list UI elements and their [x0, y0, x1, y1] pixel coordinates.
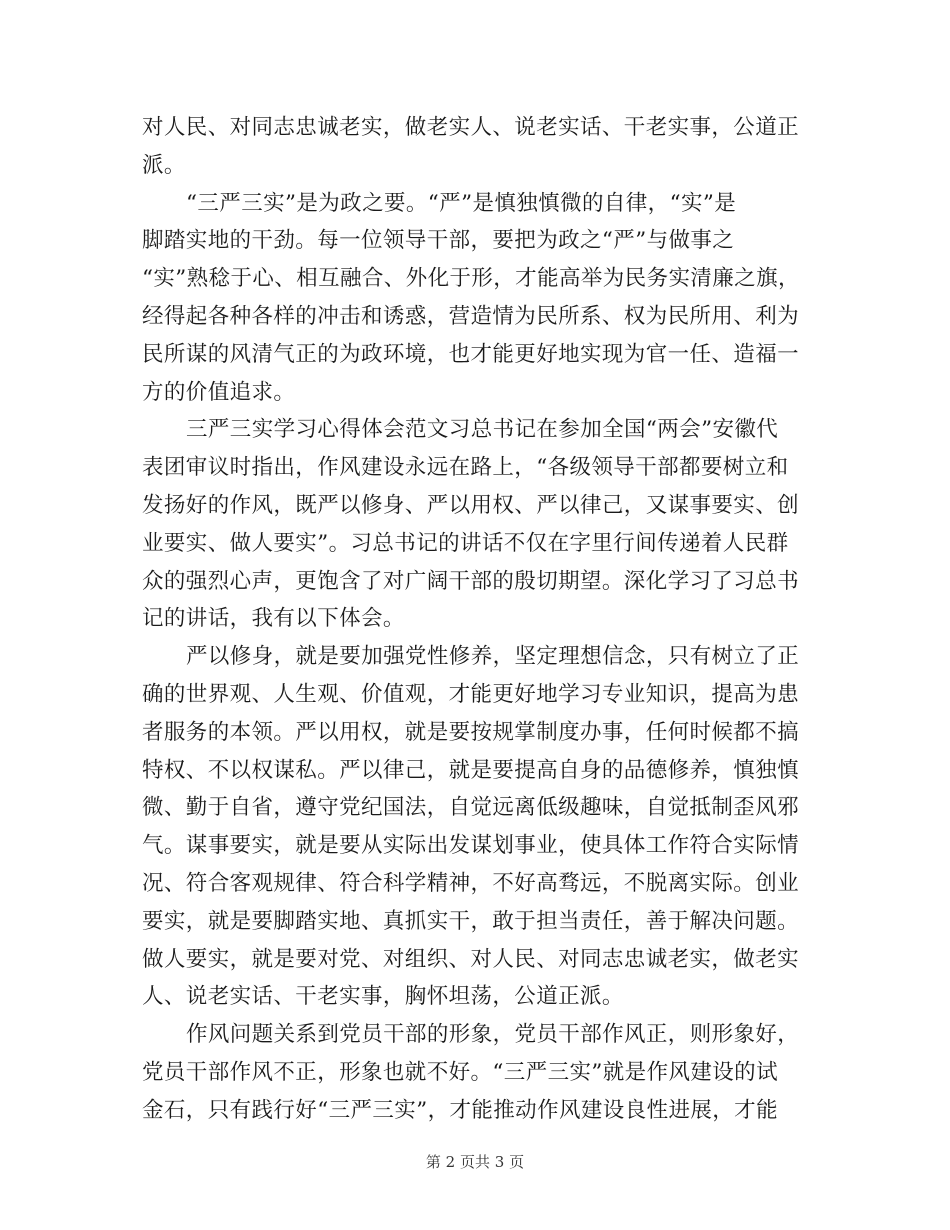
document-body [142, 109, 807, 1130]
text-line: 民所谋的风清气正的为政环境，也才能更好地实现为官一任、造福一 [142, 341, 800, 367]
text-line: 业要实、做人要实”。习总书记的讲话不仅在字里行间传递着人民群 [142, 530, 789, 556]
text-line: 况、符合客观规律、符合科学精神，不好高骛远，不脱离实际。创业 [142, 870, 800, 896]
text-line: 发扬好的作风，既严以修身、严以用权、严以律己，又谋事要实、创 [142, 492, 800, 518]
text-line: 人、说老实话、干老实事，胸怀坦荡，公道正派。 [142, 984, 624, 1010]
text-line: 经得起各种各样的冲击和诱惑，营造情为民所系、权为民所用、利为 [142, 303, 800, 329]
paragraph [142, 638, 807, 1016]
text-line: 表团审议时指出，作风建设永远在路上，“各级领导干部都要树立和 [142, 455, 789, 481]
page-number-footer: 第 2 页共 3 页 [425, 1153, 525, 1171]
paragraph [142, 109, 807, 185]
text-line: “实”熟稔于心、相互融合、外化于形，才能高举为民务实清廉之旗， [142, 266, 800, 292]
text-line: 微、勤于自省，遵守党纪国法，自觉远离低级趣味，自觉抵制歪风邪 [142, 795, 800, 821]
paragraph [142, 1016, 807, 1129]
text-line: 严以修身，就是要加强党性修养，坚定理想信念，只有树立了正 [186, 644, 800, 670]
text-line: 作风问题关系到党员干部的形象，党员干部作风正，则形象好， [186, 1022, 800, 1048]
text-line: 气。谋事要实，就是要从实际出发谋划事业，使具体工作符合实际情 [142, 833, 800, 859]
paragraph [142, 185, 807, 412]
text-line: 党员干部作风不正，形象也就不好。“三严三实”就是作风建设的试 [142, 1059, 778, 1085]
text-line: 记的讲话，我有以下体会。 [142, 606, 405, 632]
text-line: 脚踏实地的干劲。每一位领导干部，要把为政之“严”与做事之 [142, 228, 735, 254]
text-line: 特权、不以权谋私。严以律己，就是要提高自身的品德修养，慎独慎 [142, 757, 800, 783]
text-line: 三严三实学习心得体会范文习总书记在参加全国“两会”安徽代 [186, 417, 779, 443]
text-line: 确的世界观、人生观、价值观，才能更好地学习专业知识，提高为患 [142, 681, 800, 707]
paragraph [142, 411, 807, 638]
text-line: 金石，只有践行好“三严三实”，才能推动作风建设良性进展，才能 [142, 1097, 778, 1123]
text-line: 者服务的本领。严以用权，就是要按规掌制度办事，任何时候都不搞 [142, 719, 800, 745]
text-line: 要实，就是要脚踏实地、真抓实干，敢于担当责任，善于解决问题。 [142, 908, 800, 934]
text-line: “三严三实”是为政之要。“严”是慎独慎微的自律，“实”是 [186, 190, 737, 216]
text-line: 众的强烈心声，更饱含了对广阔干部的殷切期望。深化学习了习总书 [142, 568, 800, 594]
text-line: 对人民、对同志忠诚老实，做老实人、说老实话、干老实事，公道正 [142, 115, 800, 140]
text-line: 做人要实，就是要对党、对组织、对人民、对同志忠诚老实，做老实 [142, 946, 800, 972]
text-line: 派。 [142, 152, 186, 178]
text-line: 方的价值追求。 [142, 379, 296, 405]
